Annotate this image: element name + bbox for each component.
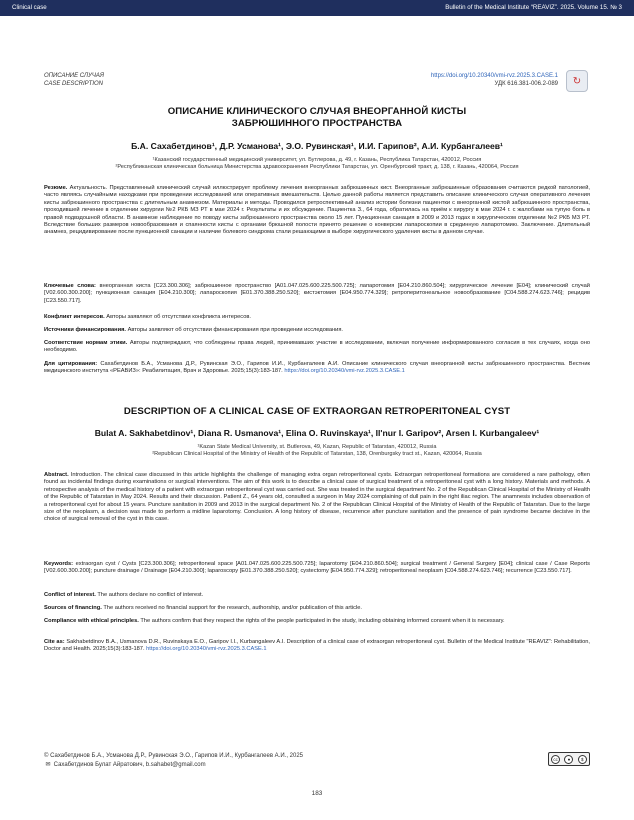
abstract-ru — [44, 185, 590, 237]
article-type-ru: ОПИСАНИЕ СЛУЧАЯ — [44, 73, 104, 79]
affiliation-en-1: ¹Kazan State Medical University, st. Butlerova, 49, Kazan, Republic of Tatarstan, 420012, Russia — [197, 444, 437, 450]
citation-ru-label: Для цитирования: — [44, 361, 98, 367]
article-title-en: DESCRIPTION OF A CLINICAL CASE OF EXTRAORGAN RETROPERITONEAL CYST — [123, 406, 511, 417]
title-ru-line-1: ОПИСАНИЕ КЛИНИЧЕСКОГО СЛУЧАЯ ВНЕОРГАННОЙ КИСТЫ — [167, 106, 467, 117]
conflict-en — [44, 592, 590, 599]
correspondence-line — [44, 761, 303, 770]
by-icon: ● — [564, 755, 573, 764]
keywords-en — [44, 561, 590, 576]
citation-ru-doi-link[interactable]: https://doi.org/10.20340/vmi-rvz.2025.3.CASE.1 — [284, 368, 405, 375]
conflict-ru-text: Авторы заявляют об отсутствии конфликта интересов. — [106, 314, 251, 320]
authors-en: Bulat A. Sakhabetdinov¹, Diana R. Usmanova¹, Elina O. Ruvinskaya¹, Il'nur I. Garipov², Arsen I. Kurbangaleev¹ — [94, 428, 540, 438]
ethics-en-text: The authors confirm that they respect the rights of the people participated in the study, including obtaining informed consent when it is necessary. — [140, 618, 505, 624]
conflict-en-text: The authors declare no conflict of interest. — [97, 592, 204, 598]
abstract-ru-label: Резюме. — [44, 185, 68, 191]
article-type — [44, 72, 104, 88]
copyright-line: © Сахабетдинов Б.А., Усманова Д.Р., Рувинская Э.О., Гарипов И.И., Курбангалеев А.И., 2025 — [44, 753, 304, 759]
affiliation-en-2: ²Republican Clinical Hospital of the Ministry of Health of the Republic of Tatarstan, 138, Orenburgsky tract st., Kazan, 420064, Russia — [152, 451, 482, 458]
citation-ru-text: Сахабетдинов Б.А., Усманова Д.Р., Рувинская Э.О., Гарипов И.И., Курбангалеев А.И. Описание клинического случая внеорганной кисты забрюшинного пространства. Вестник медицинского института «РЕАВИЗ»: Реабилитация, Врач и Здоровье. 2025;15(3):183-187. — [44, 361, 590, 375]
title-ru-line-2: ЗАБРЮШИННОГО ПРОСТРАНСТВА — [231, 118, 403, 129]
article-identifiers — [431, 72, 558, 88]
article-title-ru — [60, 106, 574, 130]
envelope-icon: ✉ — [45, 762, 51, 768]
funding-ru-text: Авторы заявляют об отсутствии финансирования при проведении исследования. — [127, 327, 343, 333]
keywords-ru-text: внеорганная киста [C23.300.306]; забрюшинное пространство [A01.047.025.600.225.500.725]; лапаротомия [E04.210.860.504]; хирургическое лечение [E04]; клинический случай [V02.600.300.200]; пункционная санация [E04.210.300]; лапароскопия [E01.370.388.250.520]; кистэктомия [E04.950.774.329]; ретроперитонеальное новообразование [C04.588.274.623.746]; рецидив [C23.550.717]. — [44, 283, 590, 304]
correspondence-contact[interactable]: Сахабетдинов Булат Айратович, b.sahabet@gmail.com — [53, 762, 206, 768]
citation-en-doi-link[interactable]: https://doi.org/10.20340/vmi-rvz.2025.3.CASE.1 — [146, 646, 267, 653]
journal-header-band — [0, 0, 634, 16]
authors-ru: Б.А. Сахабетдинов¹, Д.Р. Усманова¹, Э.О. Рувинская¹, И.И. Гарипов², А.И. Курбангалеев¹ — [131, 141, 503, 151]
funding-en-label: Sources of financing. — [44, 605, 102, 611]
citation-en-text: Sakhabetdinov B.A., Usmanova D.R., Ruvinskaya E.O., Garipov I.I., Kurbangaleev A.I. Description of a clinical case of extraorgan retroperitoneal cyst. Bulletin of the Medical Institute "REAVIZ": Rehabilitation, Doctor and Health. 2025;15(3):183-187. — [44, 639, 590, 653]
article-footer — [44, 752, 303, 770]
nc-icon: $ — [578, 755, 587, 764]
ethics-en — [44, 618, 590, 625]
keywords-ru-label: Ключевые слова: — [44, 283, 96, 289]
check-for-updates-badge[interactable] — [566, 70, 588, 92]
article-type-en: CASE DESCRIPTION — [44, 81, 104, 87]
ethics-ru-label: Соответствие нормам этики. — [44, 340, 128, 346]
abstract-en — [44, 472, 590, 524]
citation-en — [44, 639, 590, 654]
funding-en — [44, 605, 590, 612]
abstract-en-text: Introduction. The clinical case discussed in this article highlights the challenge of managing extra organ retroperitoneal cysts. Extraorgan retroperitoneal formations are considered a rare pathology, often found as incidental findings during examinations or surgical interventions. The aim of this work is to describe a clinical case of surgical treatment of a retroperitoneal cyst with a long history. Materials and methods. A retrospective analysis of the medical history of a patient with extraorgan retroperitoneal cyst was carried out. She was treated in the surgical department No. 2 of the Republican Clinical Hospital of the Ministry of Health of the Republic of Tatarstan in May 2024. Results and their discussion. Patient Z., 64 years old, consulted a surgeon in May 2024 complaining of dull pain in the right iliac region. The anamnesis includes observation of a retroperitoneal cyst for about 15 years. Puncture sanitation in 2009 and 2013 in the surgical department No. 2 of the Republican Clinical Hospital of the Ministry of Health of the Republic of Tatarstan. Due to the large size of the neoplasm, a decision was made to perform a midline laparotomy. Conclusion. A long history of disease, recurrence after puncture sanitation and the presence of pain syndrome became decisive in the choice of surgical removal of the cyst in this case. — [44, 472, 590, 523]
check-for-updates-icon: ↻ — [572, 75, 582, 87]
keywords-en-text: extraorgan cyst / Cysts [C23.300.306]; retroperitoneal space [A01.047.025.600.225.500.725]; laparotomy [E04.210.860.504]; surgical treatment / General Surgery [E04]; clinical case / Case Reports [V02.600.300.200]; puncture drainage / Drainage [E04.210.300]; laparoscopy [E01.370.388.250.520]; cystectomy [E04.950.774.329]; retroperitoneal neoplasm [C04.588.274.623.746]; recurrence [C23.550.717]. — [44, 561, 590, 575]
citation-ru — [44, 361, 590, 376]
keywords-en-label: Keywords: — [44, 561, 74, 567]
citation-en-label: Cite as: — [44, 639, 65, 645]
affiliation-ru-1: ¹Казанский государственный медицинский университет, ул. Бутлерова, д. 49, г. Казань, Республика Татарстан, 420012, Россия — [152, 157, 482, 163]
udc-code: УДК 616.381-006.2-089 — [494, 81, 558, 87]
keywords-ru — [44, 283, 590, 305]
conflict-ru-label: Конфликт интересов. — [44, 314, 105, 320]
conflict-ru — [44, 314, 590, 321]
abstract-ru-text: Актуальность. Представленный клинический случай иллюстрирует проблему лечения внеорганных забрюшинных кист. Внеорганные забрюшинные образования считаются редкой патологией, часто являясь случайными находками при проведении исследований или оперативных вмешательств. Целью данной работы является представить описание клинического случая оперативного лечения кисты забрюшинного пространства с длительным анамнезом. Материалы и методы. Проводился ретроспективный анализ истории болезни пациентки с внеорганной кистой забрюшинного пространства, проходившей лечение в отделении хирургии №2 РКБ МЗ РТ в мае 2024 г. Результаты и их обсуждение. Пациентка З., 64 года, обратилась на приём к хирургу в мае 2024 г. с жалобами на тупую боль в правой подвздошной области. В анамнезе наблюдение по поводу кисты забрюшинного пространства около 15 лет. Пункционная санация в 2009 и 2013 годах в хирургическом отделении №2 РКБ МЗ РТ. Вследствие больших размеров новообразования и спаянности кисты с органами брюшной полости принято решение о конверсии лапароскопии в срединную лапаротомию. Заключение. Длительный анамнез, рецидивирование после пункционной санации и наличие болевого синдрома стали решающими в выборе хирургического удаления кисты в данном случае. — [44, 185, 590, 236]
affiliations-ru — [40, 157, 594, 172]
page-number: 183 — [311, 790, 323, 797]
affiliation-ru-2: ²Республиканская клиническая больница Министерства здравоохранения Республики Татарстан, ул. Оренбургский тракт, д. 138, г. Казань, 420064, Россия — [115, 164, 519, 171]
doi-link[interactable]: https://doi.org/10.20340/vmi-rvz.2025.3.CASE.1 — [430, 73, 558, 79]
funding-ru — [44, 327, 590, 334]
journal-issue-label: Bulletin of the Medical Institute “REAVIZ”. 2025. Volume 15. № 3 — [445, 4, 622, 11]
cc-icon: cc — [551, 755, 560, 764]
ethics-ru-text: Авторы подтверждают, что соблюдены права людей, принимавших участие в исследовании, включая получение информированного согласия в тех случаях, когда оно необходимо. — [44, 340, 590, 354]
funding-ru-label: Источники финансирования. — [44, 327, 126, 333]
abstract-en-label: Abstract. — [44, 472, 69, 478]
affiliations-en — [40, 444, 594, 459]
cc-license-badge[interactable] — [548, 752, 590, 766]
ethics-ru — [44, 340, 590, 355]
conflict-en-label: Conflict of interest. — [44, 592, 96, 598]
section-label: Clinical case — [12, 4, 47, 11]
funding-en-text: The authors received no financial support for the research, authorship, and/or publication of this article. — [103, 605, 362, 611]
ethics-en-label: Compliance with ethical principles. — [44, 618, 139, 624]
